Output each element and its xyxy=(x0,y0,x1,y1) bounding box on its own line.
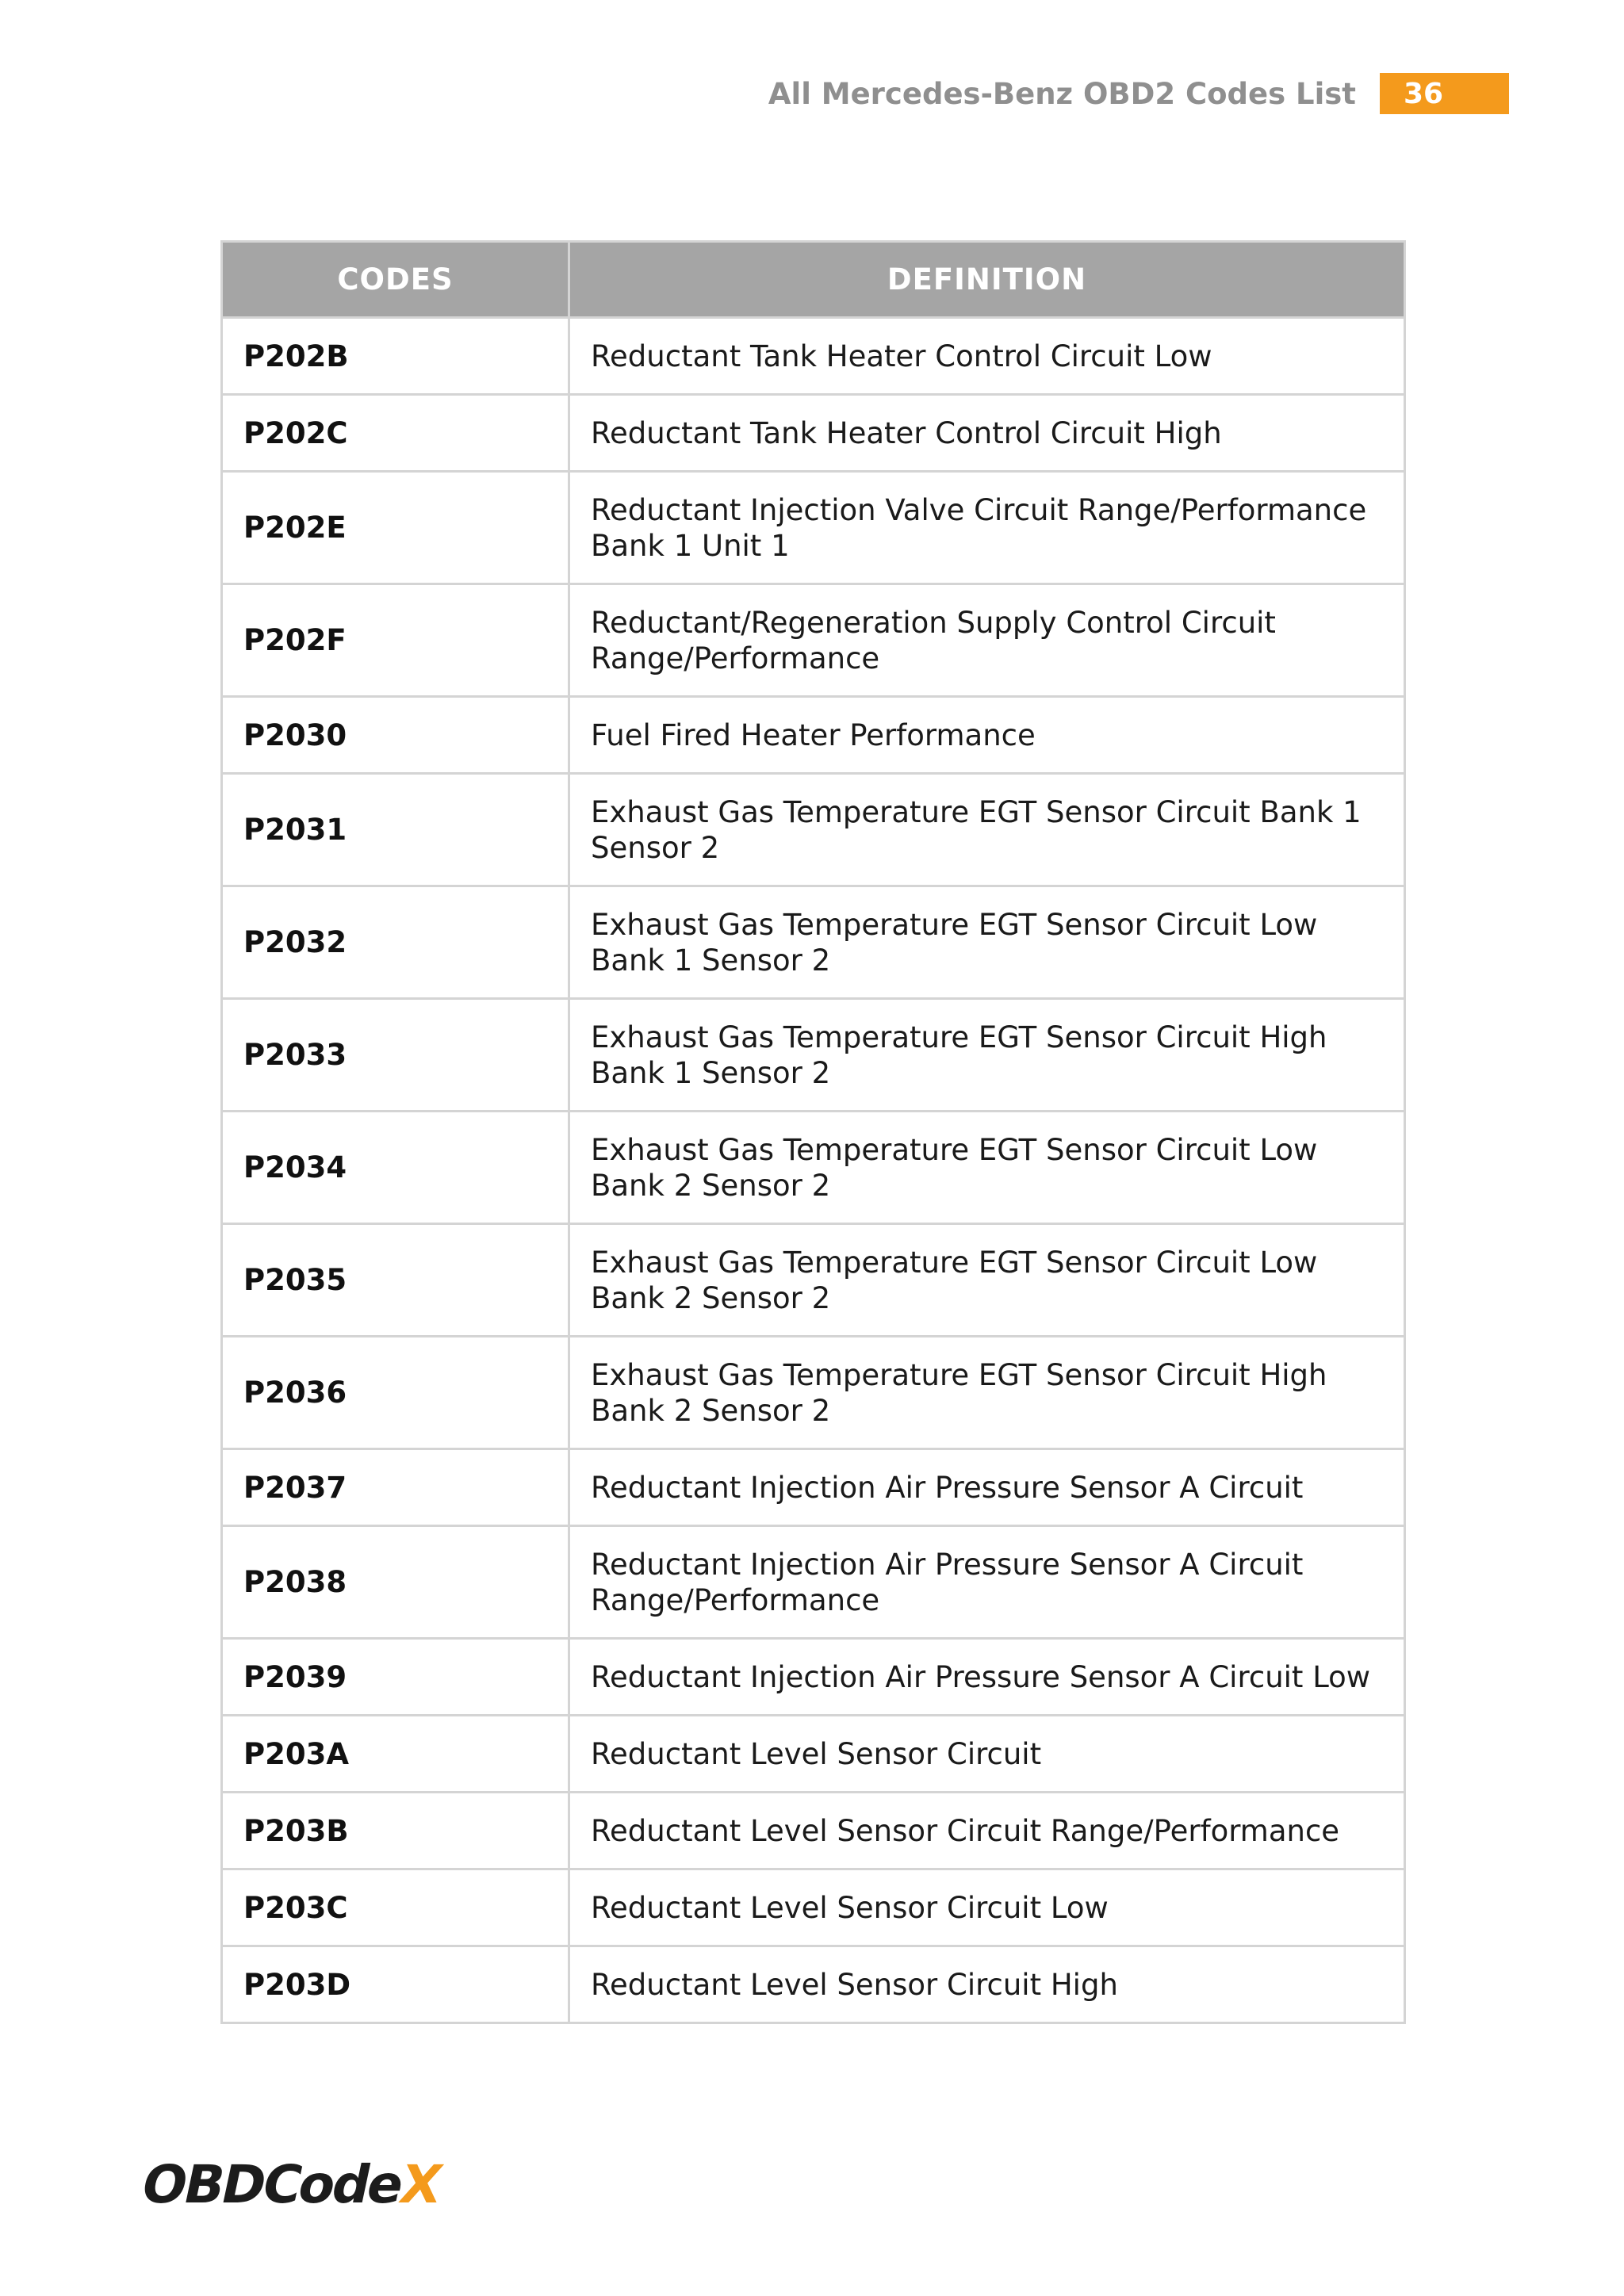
document-title: All Mercedes-Benz OBD2 Codes List xyxy=(768,76,1356,111)
table-row xyxy=(222,584,1405,697)
column-header-definition: DEFINITION xyxy=(569,242,1405,318)
code-cell: P2031 xyxy=(222,774,569,886)
table-row xyxy=(222,1526,1405,1639)
definition-cell: Exhaust Gas Temperature EGT Sensor Circuit Bank 1 Sensor 2 xyxy=(569,774,1405,886)
code-cell: P2037 xyxy=(222,1449,569,1526)
table-row xyxy=(222,774,1405,886)
table-row xyxy=(222,886,1405,999)
definition-cell: Reductant Tank Heater Control Circuit High xyxy=(569,395,1405,472)
definition-cell: Reductant Injection Air Pressure Sensor A Circuit xyxy=(569,1449,1405,1526)
page-header xyxy=(768,73,1509,114)
column-header-codes: CODES xyxy=(222,242,569,318)
table-row xyxy=(222,395,1405,472)
definition-cell: Reductant Injection Air Pressure Sensor A Circuit Low xyxy=(569,1639,1405,1716)
code-cell: P202C xyxy=(222,395,569,472)
code-cell: P2034 xyxy=(222,1112,569,1224)
code-cell: P2038 xyxy=(222,1526,569,1639)
code-cell: P202F xyxy=(222,584,569,697)
definition-cell: Reductant/Regeneration Supply Control Circuit Range/Performance xyxy=(569,584,1405,697)
table-row xyxy=(222,999,1405,1112)
definition-cell: Exhaust Gas Temperature EGT Sensor Circuit Low Bank 2 Sensor 2 xyxy=(569,1112,1405,1224)
table-row xyxy=(222,1449,1405,1526)
code-cell: P202E xyxy=(222,472,569,584)
table-row xyxy=(222,1639,1405,1716)
table-row xyxy=(222,1716,1405,1793)
code-cell: P203D xyxy=(222,1946,569,2023)
logo-text-main: OBDCode xyxy=(136,2153,408,2215)
table-row xyxy=(222,1337,1405,1449)
code-cell: P2036 xyxy=(222,1337,569,1449)
definition-cell: Exhaust Gas Temperature EGT Sensor Circuit High Bank 1 Sensor 2 xyxy=(569,999,1405,1112)
table-row xyxy=(222,1946,1405,2023)
definition-cell: Exhaust Gas Temperature EGT Sensor Circuit High Bank 2 Sensor 2 xyxy=(569,1337,1405,1449)
definition-cell: Reductant Level Sensor Circuit Range/Performance xyxy=(569,1793,1405,1869)
table-row xyxy=(222,1224,1405,1337)
definition-cell: Reductant Level Sensor Circuit Low xyxy=(569,1869,1405,1946)
code-cell: P2039 xyxy=(222,1639,569,1716)
code-cell: P203B xyxy=(222,1793,569,1869)
code-cell: P2033 xyxy=(222,999,569,1112)
definition-cell: Reductant Level Sensor Circuit xyxy=(569,1716,1405,1793)
table-row xyxy=(222,318,1405,395)
code-cell: P2035 xyxy=(222,1224,569,1337)
code-cell: P2030 xyxy=(222,697,569,774)
page-number-badge: 36 xyxy=(1380,73,1509,114)
obd-codes-table xyxy=(220,240,1406,2024)
definition-cell: Fuel Fired Heater Performance xyxy=(569,697,1405,774)
svg-text:OBDCodeX xyxy=(136,2154,448,2215)
code-cell: P203C xyxy=(222,1869,569,1946)
table-row xyxy=(222,1793,1405,1869)
code-cell: P203A xyxy=(222,1716,569,1793)
definition-cell: Reductant Level Sensor Circuit High xyxy=(569,1946,1405,2023)
obdcodex-logo xyxy=(136,2147,446,2215)
logo-text-x: X xyxy=(394,2153,446,2215)
table-row xyxy=(222,697,1405,774)
definition-cell: Exhaust Gas Temperature EGT Sensor Circuit Low Bank 2 Sensor 2 xyxy=(569,1224,1405,1337)
definition-cell: Reductant Injection Air Pressure Sensor A Circuit Range/Performance xyxy=(569,1526,1405,1639)
code-cell: P202B xyxy=(222,318,569,395)
code-cell: P2032 xyxy=(222,886,569,999)
definition-cell: Reductant Injection Valve Circuit Range/Performance Bank 1 Unit 1 xyxy=(569,472,1405,584)
table-row xyxy=(222,472,1405,584)
definition-cell: Reductant Tank Heater Control Circuit Low xyxy=(569,318,1405,395)
table-row xyxy=(222,1112,1405,1224)
table-row xyxy=(222,1869,1405,1946)
table-header-row xyxy=(222,242,1405,318)
definition-cell: Exhaust Gas Temperature EGT Sensor Circuit Low Bank 1 Sensor 2 xyxy=(569,886,1405,999)
